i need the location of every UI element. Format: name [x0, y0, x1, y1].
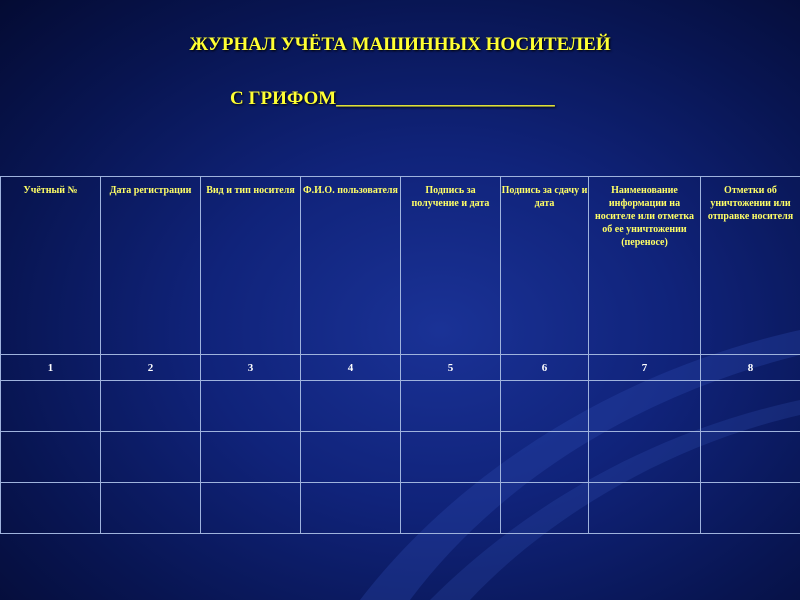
empty-cell [501, 483, 589, 534]
empty-cell [101, 432, 201, 483]
empty-cell [701, 381, 800, 432]
table-row [1, 483, 800, 534]
column-number: 6 [501, 355, 589, 381]
column-number: 5 [401, 355, 501, 381]
empty-cell [501, 381, 589, 432]
empty-cell [1, 483, 101, 534]
header-cell-return-signature: Подпись за сдачу и дата [501, 177, 589, 355]
classification-line: С ГРИФОМ_______________________ [230, 88, 555, 109]
page-title: ЖУРНАЛ УЧЁТА МАШИННЫХ НОСИТЕЛЕЙ [189, 34, 611, 55]
empty-cell [1, 381, 101, 432]
empty-cell [301, 432, 401, 483]
column-number: 3 [201, 355, 301, 381]
empty-cell [101, 381, 201, 432]
empty-cell [101, 483, 201, 534]
empty-cell [301, 381, 401, 432]
header-cell-user-name: Ф.И.О. пользователя [301, 177, 401, 355]
journal-table [0, 176, 800, 534]
empty-cell [201, 483, 301, 534]
empty-cell [701, 432, 800, 483]
header-row [1, 177, 800, 355]
column-number: 8 [701, 355, 800, 381]
empty-cell [589, 381, 701, 432]
table-row [1, 381, 800, 432]
column-number: 4 [301, 355, 401, 381]
column-number: 7 [589, 355, 701, 381]
empty-cell [589, 432, 701, 483]
header-cell-information-name: Наименование информации на носителе или отметка об ее уничтожении (переносе) [589, 177, 701, 355]
header-cell-receipt-signature: Подпись за получение и дата [401, 177, 501, 355]
empty-cell [401, 381, 501, 432]
empty-cell [201, 432, 301, 483]
column-number: 1 [1, 355, 101, 381]
empty-cell [589, 483, 701, 534]
empty-cell [501, 432, 589, 483]
empty-cell [201, 381, 301, 432]
header-cell-destruction-marks: Отметки об уничтожении или отправке носителя [701, 177, 800, 355]
empty-cell [301, 483, 401, 534]
empty-cell [401, 432, 501, 483]
empty-cell [401, 483, 501, 534]
table-row [1, 432, 800, 483]
header-cell-registration-date: Дата регистрации [101, 177, 201, 355]
header-cell-account-number: Учётный № [1, 177, 101, 355]
column-number: 2 [101, 355, 201, 381]
empty-cell [701, 483, 800, 534]
empty-cell [1, 432, 101, 483]
column-number-row [1, 355, 800, 381]
header-cell-media-type: Вид и тип носителя [201, 177, 301, 355]
